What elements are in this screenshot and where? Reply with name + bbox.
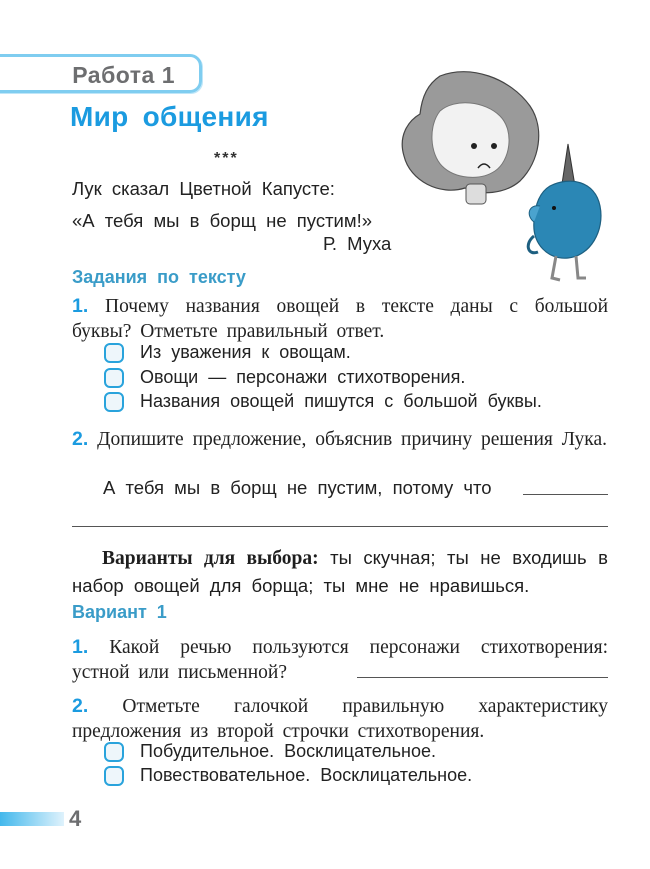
- page-title: Мир общения: [70, 101, 269, 132]
- page-number-bar: [0, 812, 64, 826]
- variant-q2-number: 2.: [72, 695, 89, 717]
- variant-q2-question: [72, 694, 608, 744]
- poem-line-1: Лук сказал Цветной Капусте:: [72, 178, 335, 199]
- variant-q2-text: Отметьте галочкой правильную характеристику предложения из второй строчки стихотворения.: [72, 696, 609, 742]
- task-2-text: Допишите предложение, объяснив причину решения Лука.: [97, 429, 607, 450]
- variant-q1-text: Какой речью пользуются персонажи стихотворения: устной или письменной?: [72, 637, 609, 683]
- task-1-text: Почему названия овощей в тексте даны с большой буквы? Отметьте правильный ответ.: [72, 296, 608, 342]
- option-label: Названия овощей пишутся с большой буквы.: [140, 391, 542, 411]
- section-heading-tasks: Задания по тексту: [72, 267, 246, 287]
- task-1-option-1[interactable]: [104, 341, 351, 364]
- variant-q1-number: 1.: [72, 636, 89, 658]
- onion-icon: [528, 144, 601, 280]
- variant-q2-option-2[interactable]: [104, 764, 472, 787]
- choice-options-label: Варианты для выбора:: [102, 548, 319, 569]
- vegetables-illustration: [400, 66, 640, 290]
- work-badge: [0, 54, 202, 93]
- option-label: Из уважения к овощам.: [140, 342, 351, 362]
- poem-author: Р. Муха: [323, 233, 392, 254]
- option-label: Овощи — персонажи стихотворения.: [140, 367, 466, 387]
- checkbox[interactable]: [104, 392, 124, 412]
- checkbox[interactable]: [104, 343, 124, 363]
- task-2-number: 2.: [72, 428, 89, 450]
- task-2-question: [72, 427, 608, 452]
- task-2-prompt: А тебя мы в борщ не пустим, потому что: [103, 477, 492, 498]
- choice-options-text: ты скучная; ты не входишь в набор овощей для борща; ты мне не нравишься.: [72, 547, 608, 596]
- task-1-number: 1.: [72, 295, 89, 317]
- option-label: Повествовательное. Восклицательное.: [140, 765, 473, 785]
- choice-options: [72, 544, 608, 599]
- poem-separator: ***: [214, 150, 239, 167]
- checkbox[interactable]: [104, 742, 124, 762]
- task-1-option-3[interactable]: [104, 390, 542, 413]
- poem-line-2: «А тебя мы в борщ не пустим!»: [72, 210, 373, 231]
- variant-q2-option-1[interactable]: [104, 740, 436, 763]
- checkbox[interactable]: [104, 368, 124, 388]
- checkbox[interactable]: [104, 766, 124, 786]
- option-label: Побудительное. Восклицательное.: [140, 741, 436, 761]
- answer-line-3[interactable]: [357, 677, 608, 678]
- cauliflower-icon: [402, 72, 539, 204]
- task-1-question: [72, 294, 608, 344]
- answer-line-1[interactable]: [523, 494, 608, 495]
- answer-line-2[interactable]: [72, 526, 608, 527]
- task-1-option-2[interactable]: [104, 366, 465, 389]
- section-heading-variant: Вариант 1: [72, 602, 167, 622]
- work-badge-label: Работа 1: [72, 62, 175, 88]
- page-number: 4: [69, 806, 82, 831]
